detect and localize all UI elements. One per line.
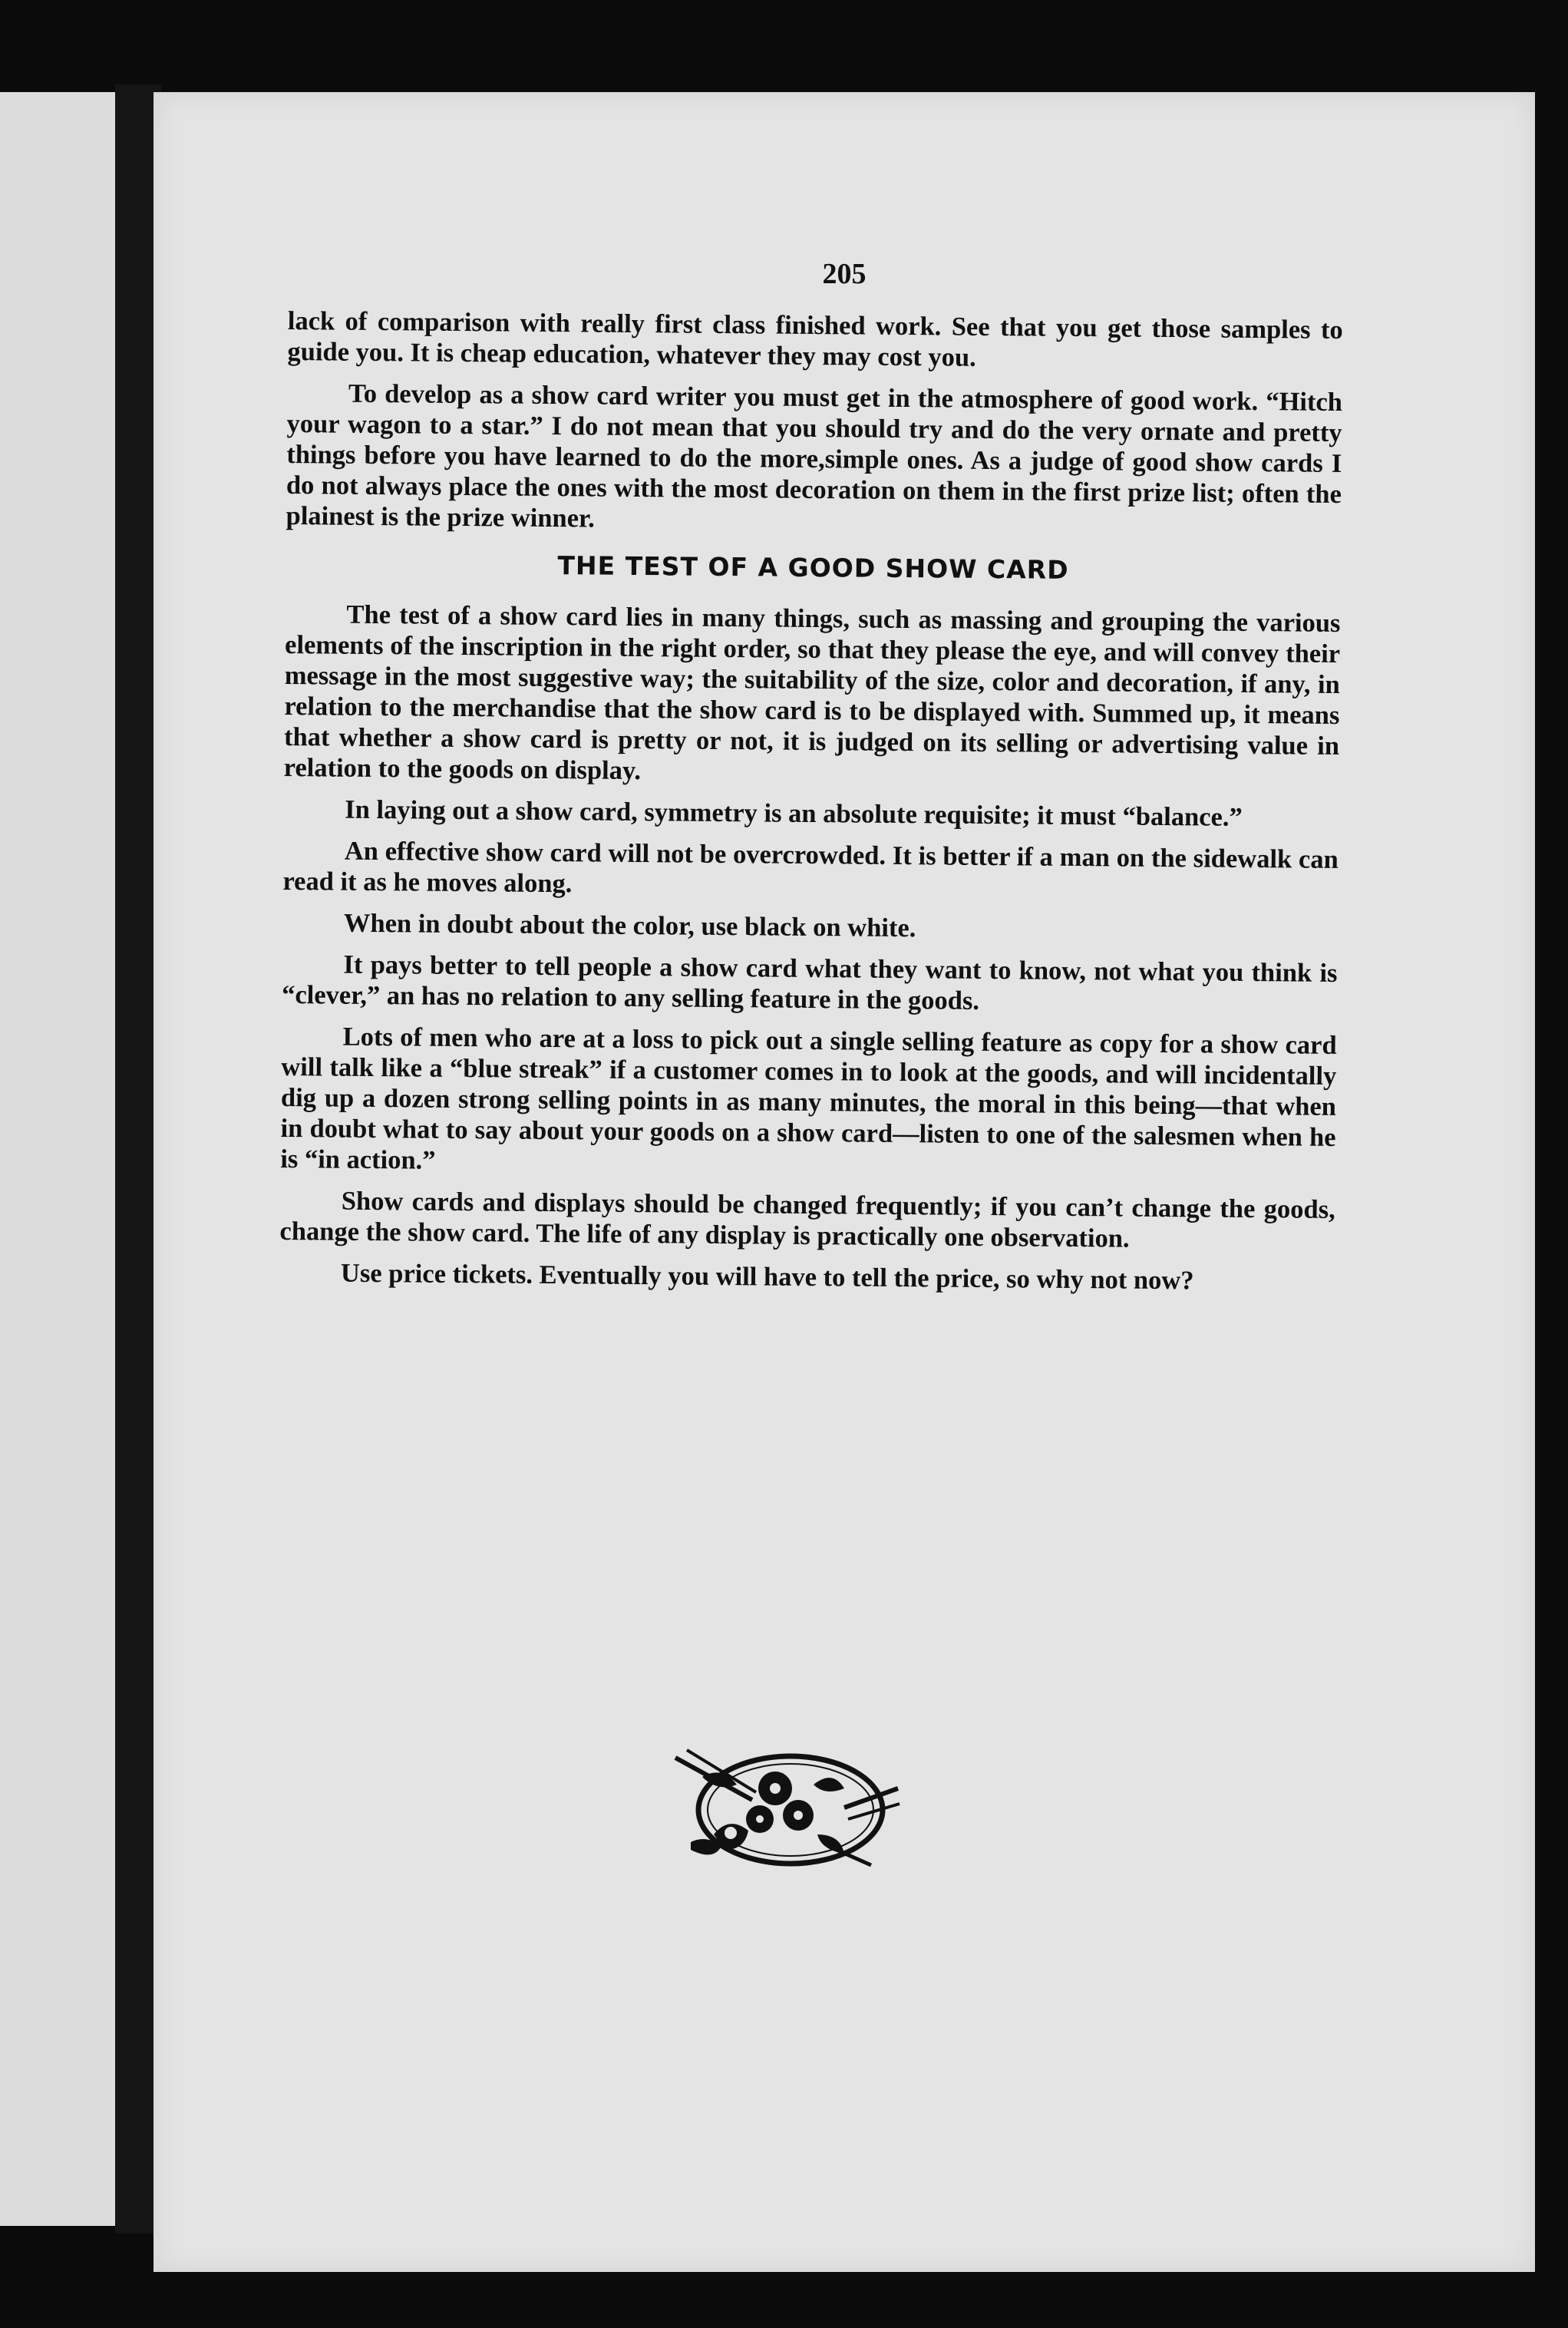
paragraph: It pays better to tell people a show card what they want to know, not what you think is “clever,” an has no relation to any selling feature in the goods. xyxy=(281,949,1338,1015)
paragraph: An effective show card will not be overcrowded. It is better if a man on the sidewalk can read it as he moves along. xyxy=(282,836,1339,899)
book-page xyxy=(153,92,1535,2272)
paragraph: lack of comparison with really first class finished work. See that you get those samples to guide you. It is cheap education, whatever they may cost you. xyxy=(287,305,1343,372)
paragraph: Use price tickets. Eventually you will have to tell the price, so why not now? xyxy=(340,1258,1194,1296)
paragraph: Lots of men who are at a loss to pick out a single selling feature as copy for a show card will talk like a “blue streak” if a customer comes in to look at the goods, and will incidentally dig up a dozen strong selling points in as many minutes, the moral in this being—that when in doubt what to say about your goods on a show card—listen to one of the salesmen when he is “in action.” xyxy=(280,1022,1337,1175)
paragraph: When in doubt about the color, use black on white. xyxy=(343,908,916,943)
paragraph: Show cards and displays should be changed frequently; if you can’t change the goods, change the show card. The life of any display is practically one observation. xyxy=(279,1186,1335,1253)
page-number: 205 xyxy=(822,258,867,290)
section-heading: THE TEST OF A GOOD SHOW CARD xyxy=(557,550,1069,585)
paragraph: The test of a show card lies in many things, such as massing and grouping the various elements of the inscription in the right order, so that they please the eye, and will convey their message in the most suggestive way; the suitability of the size, color and decoration, if any, in relation to the merchandise that the show card is to be displayed with. Summed up, it means that whether a show card is pretty or not, it is judged on its selling or advertising value in relation to the goods on display. xyxy=(283,599,1341,786)
floral-palette-ornament-icon xyxy=(660,1742,906,1873)
paragraph: In laying out a show card, symmetry is an absolute requisite; it must “balance.” xyxy=(345,794,1243,832)
paragraph: To develop as a show card writer you must get in the atmosphere of good work. “Hitch your wagon to a star.” I do not mean that you should try and do the very ornate and pretty things before you have learned to do the more,simple ones. As a judge of good show cards I do not always place the ones with the most decoration on them in the first prize list; often the plainest is the prize winner. xyxy=(286,378,1343,533)
page-body xyxy=(279,305,1343,1308)
